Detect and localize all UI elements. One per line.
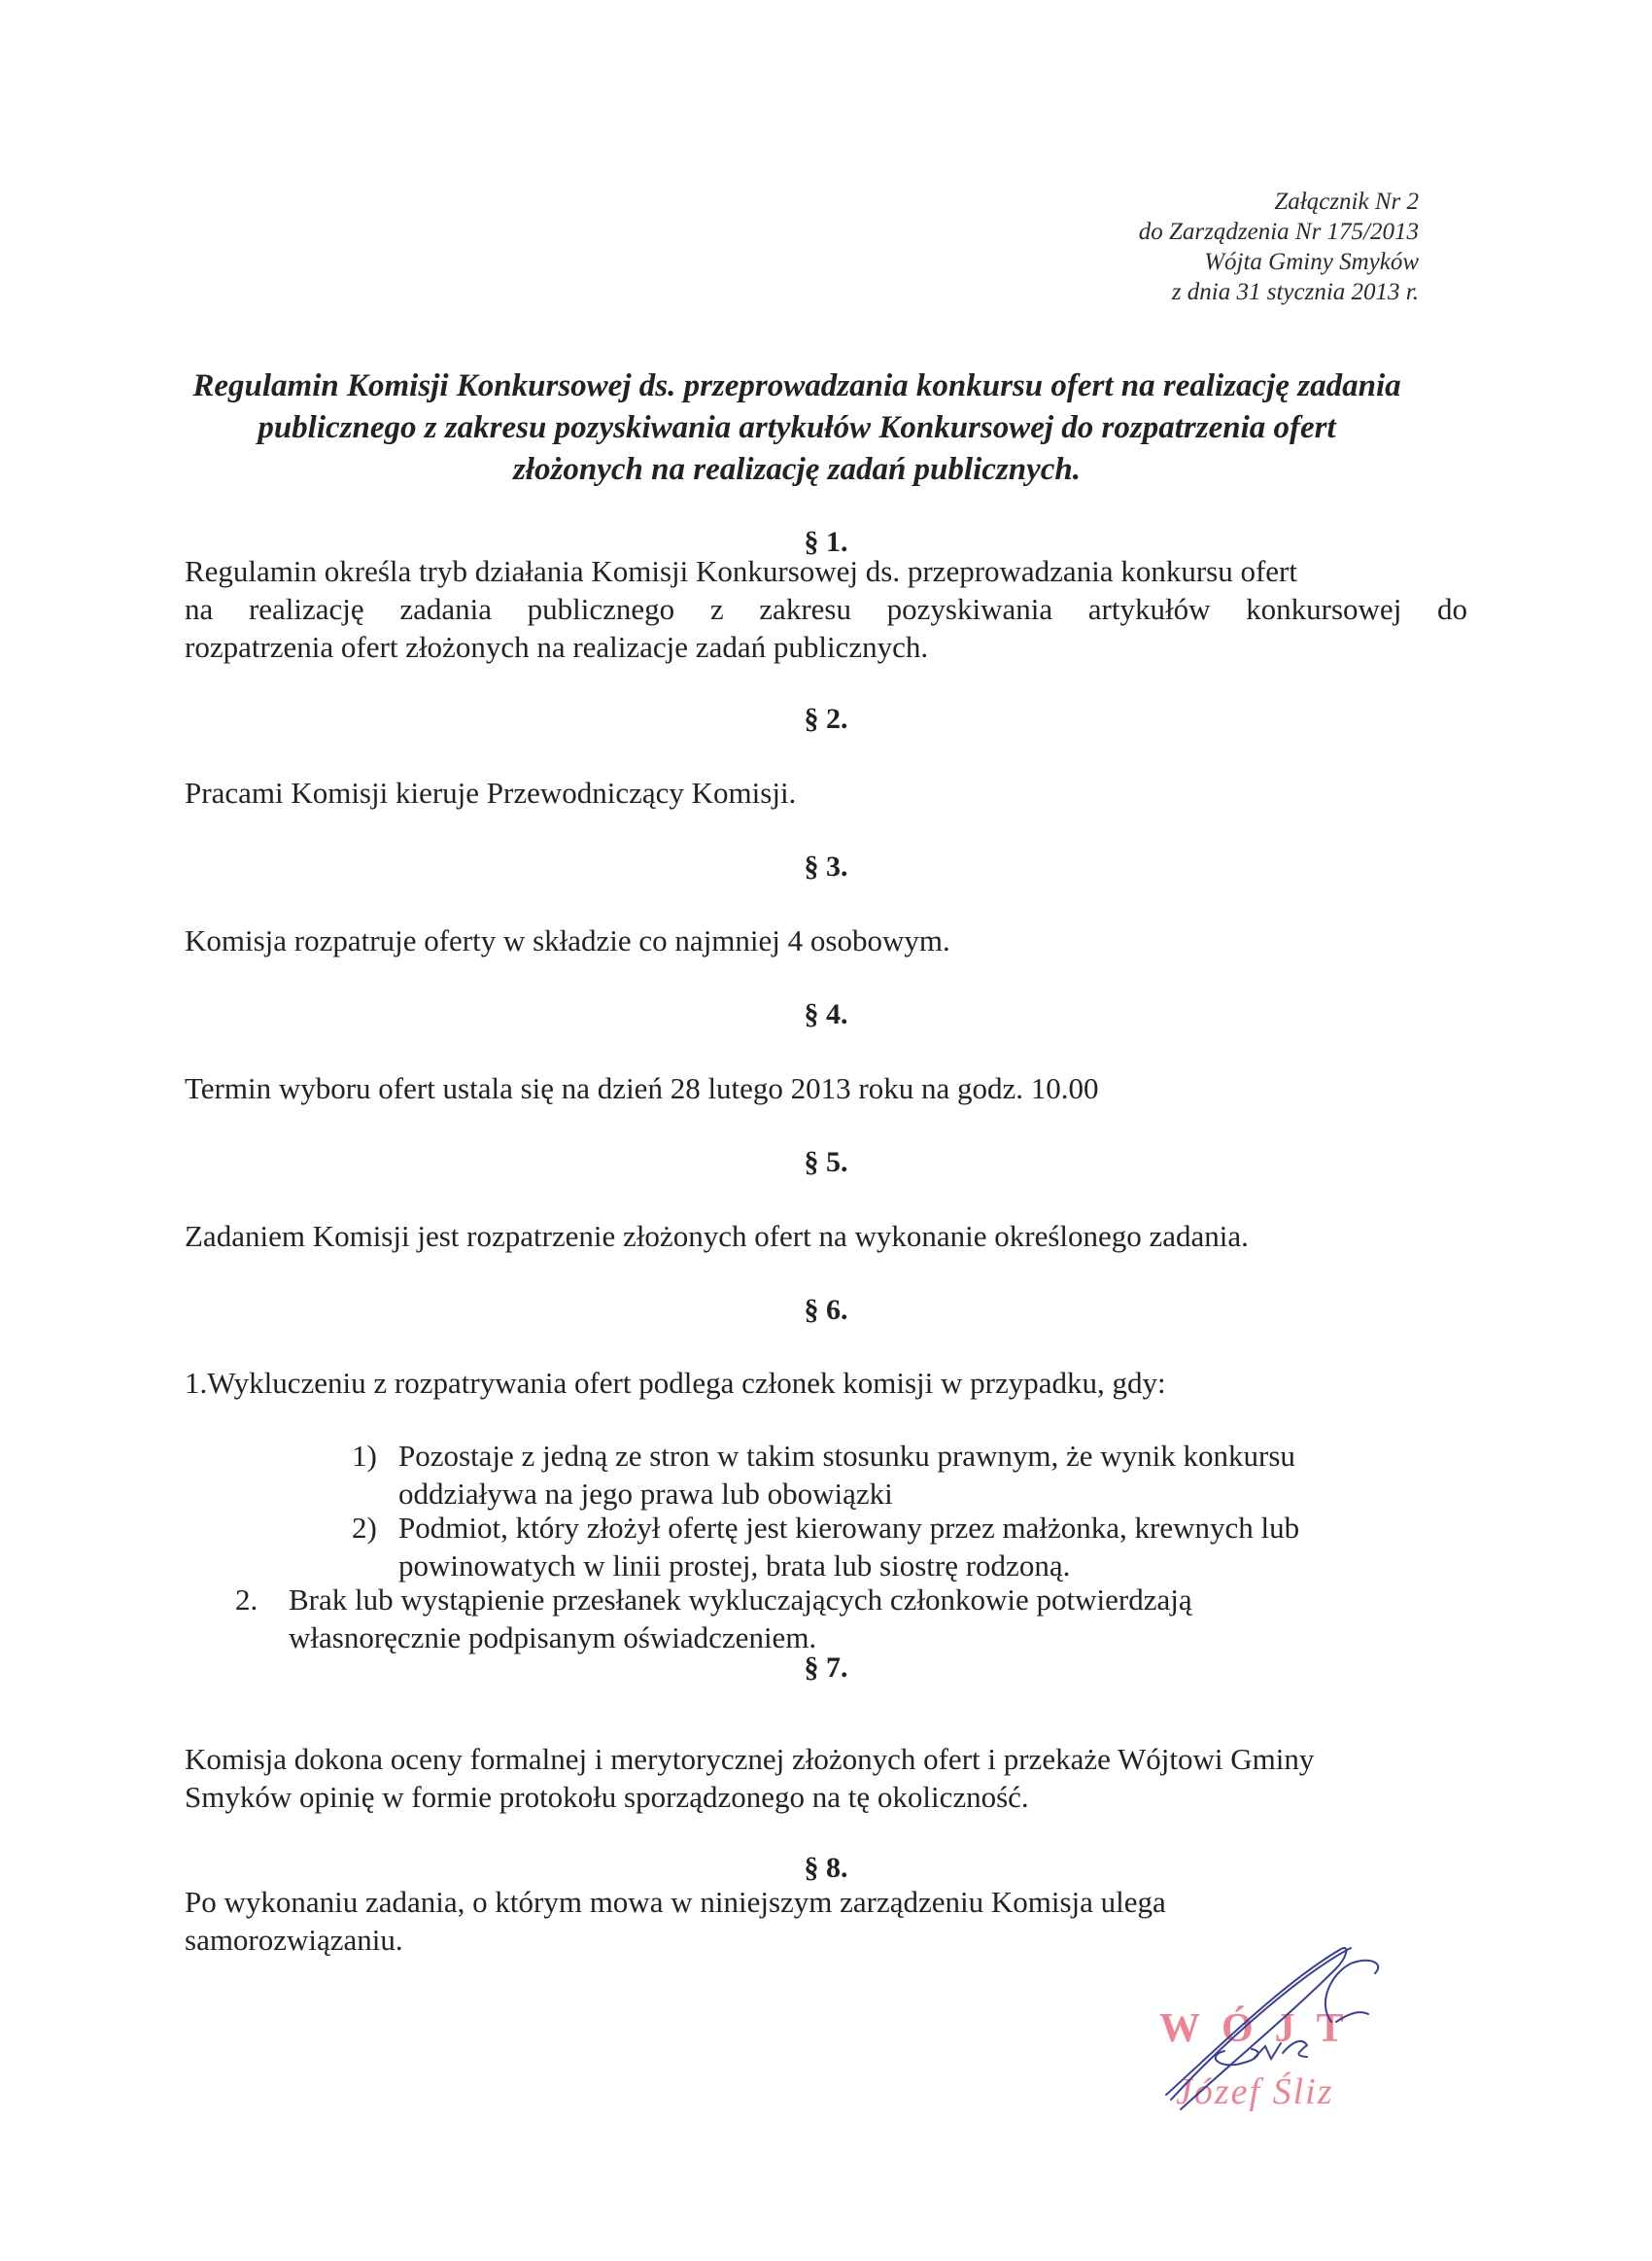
signature-stroke: [1166, 1948, 1346, 2109]
section-6-point-2-line: własnoręcznie podpisanym oświadczeniem.: [289, 1620, 817, 1654]
signature-stroke: [1283, 2041, 1307, 2057]
section-6-point-2-number: 2.: [235, 1583, 258, 1617]
section-6-sub-1-line: Pozostaje z jedną ze stron w takim stosunku prawnym, że wynik konkursu: [398, 1439, 1295, 1473]
stamp-title: WÓJT: [1159, 2006, 1365, 2051]
section-6-heading: § 6.: [804, 1294, 848, 1326]
section-1-line: [185, 590, 1467, 628]
section-6-sub-1-number: 1): [352, 1439, 377, 1473]
signature-stroke: [1216, 2049, 1258, 2065]
section-8-line: samorozwiązaniu.: [185, 1923, 403, 1957]
section-1-heading: § 1.: [804, 526, 848, 558]
annex-number: Załącznik Nr 2: [1274, 189, 1419, 215]
annex-header: [1020, 187, 1419, 307]
section-1-line: Regulamin określa tryb działania Komisji Konkursowej ds. przeprowadzania konkursu ofert: [185, 554, 1297, 588]
section-3-text: Komisja rozpatruje oferty w składzie co najmniej 4 osobowym.: [185, 923, 950, 957]
section-6-sub-2-number: 2): [352, 1511, 377, 1545]
section-2-text: Pracami Komisji kieruje Przewodniczący Komisji.: [185, 776, 797, 810]
annex-ordinance: do Zarządzenia Nr 175/2013: [1138, 219, 1419, 245]
section-4-text: Termin wyboru ofert ustala się na dzień 28 lutego 2013 roku na godz. 10.00: [185, 1071, 1099, 1105]
annex-date: z dnia 31 stycznia 2013 r.: [1171, 279, 1419, 305]
section-6-point-1: 1.Wykluczeniu z rozpatrywania ofert podlega członek komisji w przypadku, gdy:: [185, 1366, 1166, 1400]
section-6-sub-2-line: powinowatych w linii prostej, brata lub siostrę rodzoną.: [398, 1548, 1071, 1583]
section-5-text: Zadaniem Komisji jest rozpatrzenie złożonych ofert na wykonanie określonego zadania.: [185, 1219, 1249, 1253]
section-7-body: [185, 1740, 1314, 1816]
document-title: [155, 365, 1438, 491]
section-6-sub-2: [398, 1509, 1299, 1584]
section-6-sub-1-line: oddziaływa na jego prawa lub obowiązki: [398, 1477, 893, 1511]
title-line: publicznego z zakresu pozyskiwania artykułów Konkursowej do rozpatrzenia ofert: [258, 410, 1336, 445]
title-line: Regulamin Komisji Konkursowej ds. przeprowadzania konkursu ofert na realizację zadania: [192, 368, 1401, 403]
section-8-heading: § 8.: [804, 1852, 848, 1884]
section-8-body: [185, 1883, 1166, 1959]
annex-authority: Wójta Gminy Smyków: [1204, 249, 1419, 275]
signature-stroke: [1171, 1948, 1351, 2100]
signature-stroke: [1325, 1961, 1378, 2022]
section-6-sub-1: [398, 1437, 1295, 1513]
section-2-heading: § 2.: [804, 703, 848, 735]
section-3-heading: § 3.: [804, 851, 848, 883]
title-line: złożonych na realizację zadań publicznych.: [513, 452, 1081, 487]
section-8-line: Po wykonaniu zadania, o którym mowa w niniejszym zarządzeniu Komisja ulega: [185, 1885, 1166, 1919]
section-1-body: [185, 552, 1467, 666]
section-6-point-2: [289, 1581, 1192, 1656]
section-7-line: Komisja dokona oceny formalnej i merytorycznej złożonych ofert i przekaże Wójtowi Gminy: [185, 1742, 1315, 1776]
signature-stroke: [1336, 2012, 1368, 2022]
section-4-heading: § 4.: [804, 998, 848, 1030]
section-6-sub-2-line: Podmiot, który złożył ofertę jest kierowany przez małżonka, krewnych lub: [398, 1511, 1300, 1545]
signature-icon: [1147, 1944, 1438, 2119]
section-5-heading: § 5.: [804, 1146, 848, 1178]
section-6-point-2-line: Brak lub wystąpienie przesłanek wykluczających członkowie potwierdzają: [289, 1583, 1192, 1617]
section-1-line-text: na realizację zadania publicznego z zakresu pozyskiwania artykułów konkursowej do: [185, 592, 1467, 626]
stamp-name: Józef Śliz: [1176, 2071, 1334, 2112]
section-7-heading: § 7.: [804, 1652, 848, 1684]
section-1-line: rozpatrzenia ofert złożonych na realizacje zadań publicznych.: [185, 630, 929, 664]
section-7-line: Smyków opinię w formie protokołu sporządzonego na tę okoliczność.: [185, 1780, 1029, 1814]
